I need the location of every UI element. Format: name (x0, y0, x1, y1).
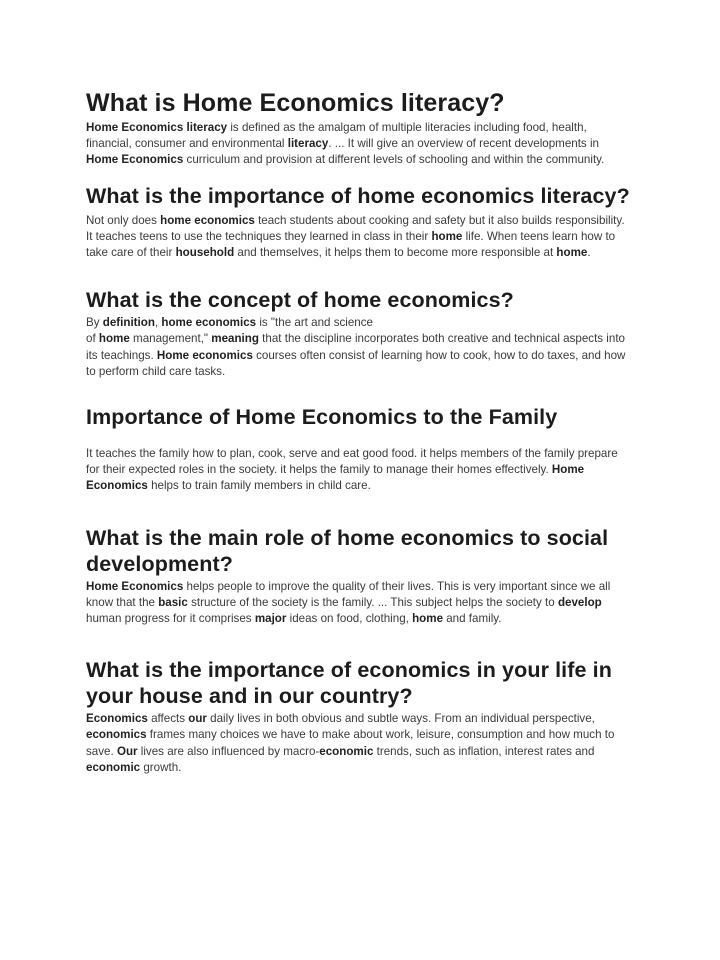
text-run: frames many choices we have to make about work, leisure, consumption and how much to save. (86, 728, 615, 758)
section-heading: What is Home Economics literacy? (86, 89, 505, 117)
text-run: and family. (443, 612, 502, 626)
section-heading: Importance of Home Economics to the Family (86, 405, 558, 430)
text-run: Not only does (86, 213, 161, 227)
bold-text-run: home (431, 229, 463, 243)
text-run: daily lives in both obvious and subtle ways. From an individual perspective, (206, 712, 595, 726)
section-concept (86, 287, 632, 380)
bold-text-run: home (556, 246, 588, 260)
text-run: teach students about cooking and safety but it also builds responsibility. It teaches teens to use the techniques they learned in class in their (86, 213, 625, 243)
bold-text-run: home economics (161, 316, 257, 330)
bold-text-run: meaning (211, 332, 259, 346)
text-run: curriculum and provision at different levels of schooling and within the community. (183, 153, 605, 167)
bold-text-run: home (98, 332, 130, 346)
bold-text-run: major (254, 612, 287, 626)
section-social-development (86, 525, 632, 628)
bold-text-run: our (188, 712, 207, 726)
text-run: and themselves, it helps them to become more responsible at (234, 246, 557, 260)
text-run: helps people to improve the quality of their lives. This is very important since we all know that the (86, 579, 611, 609)
bold-text-run: Home Economics (86, 153, 184, 167)
text-run: that the discipline incorporates both creative and technical aspects into its teachings. (86, 332, 626, 362)
bold-text-run: Home Economics literacy (86, 121, 228, 134)
section-literacy-importance (86, 183, 632, 262)
bold-text-run: definition (102, 316, 155, 330)
bold-text-run: Home Economics (86, 463, 585, 493)
text-run: helps to train family members in child care. (147, 479, 371, 493)
bold-text-run: home economics (160, 213, 255, 227)
text-run: is defined as the amalgam of multiple literacies including food, health, financial, consumer and environmental (86, 121, 587, 151)
section-economics-importance (86, 657, 632, 776)
text-run: . (587, 246, 591, 260)
bold-text-run: economic (86, 760, 141, 774)
bold-text-run: Economics (86, 712, 148, 726)
section-body (86, 315, 632, 380)
bold-text-run: home (412, 612, 444, 626)
text-run: trends, such as inflation, interest rates and (373, 744, 595, 758)
text-run: It teaches the family how to plan, cook, serve and eat good food. it helps members of the family prepare for their expected roles in the society. it helps the family to manage their homes effectively. (86, 447, 618, 477)
section-body (86, 120, 632, 169)
bold-text-run: literacy (287, 137, 329, 151)
section-body (86, 579, 632, 628)
section-heading: What is the importance of home economics literacy? (86, 183, 630, 208)
bold-text-run: Home economics (156, 348, 253, 362)
text-run: courses often consist of learning how to cook, how to do taxes, and how to perform child care tasks. (86, 348, 626, 378)
text-run: structure of the society is the family. ... This subject helps the society to (187, 595, 558, 609)
text-run: , (154, 316, 162, 330)
section-family-importance (86, 404, 632, 495)
section-heading: What is the main role of home economics to social development? (86, 525, 609, 576)
text-run: . ... It will give an overview of recent developments in (328, 137, 599, 151)
text-run: affects (147, 712, 189, 726)
bold-text-run: economic (319, 744, 374, 758)
bold-text-run: develop (557, 595, 602, 609)
text-run: growth. (140, 760, 182, 774)
section-heading: What is the importance of economics in your life in your house and in our country? (86, 658, 612, 709)
text-run: By (86, 316, 103, 330)
section-heading: What is the concept of home economics? (86, 288, 514, 313)
text-run: lives are also influenced by macro- (137, 744, 320, 758)
text-run: is "the art and science of (86, 316, 374, 346)
bold-text-run: basic (158, 595, 188, 609)
text-run: human progress for it comprises (86, 612, 255, 626)
section-body (86, 213, 632, 262)
section-body (86, 711, 632, 776)
text-run: ideas on food, clothing, (286, 612, 413, 626)
bold-text-run: Home Economics (86, 579, 184, 593)
section-body (86, 446, 632, 495)
text-run: life. When teens learn how to take care of their (86, 229, 616, 260)
bold-text-run: economics (86, 728, 147, 742)
section-literacy-definition (86, 88, 632, 169)
bold-text-run: Our (116, 744, 138, 758)
text-run: management," (129, 332, 212, 346)
bold-text-run: household (175, 246, 235, 260)
